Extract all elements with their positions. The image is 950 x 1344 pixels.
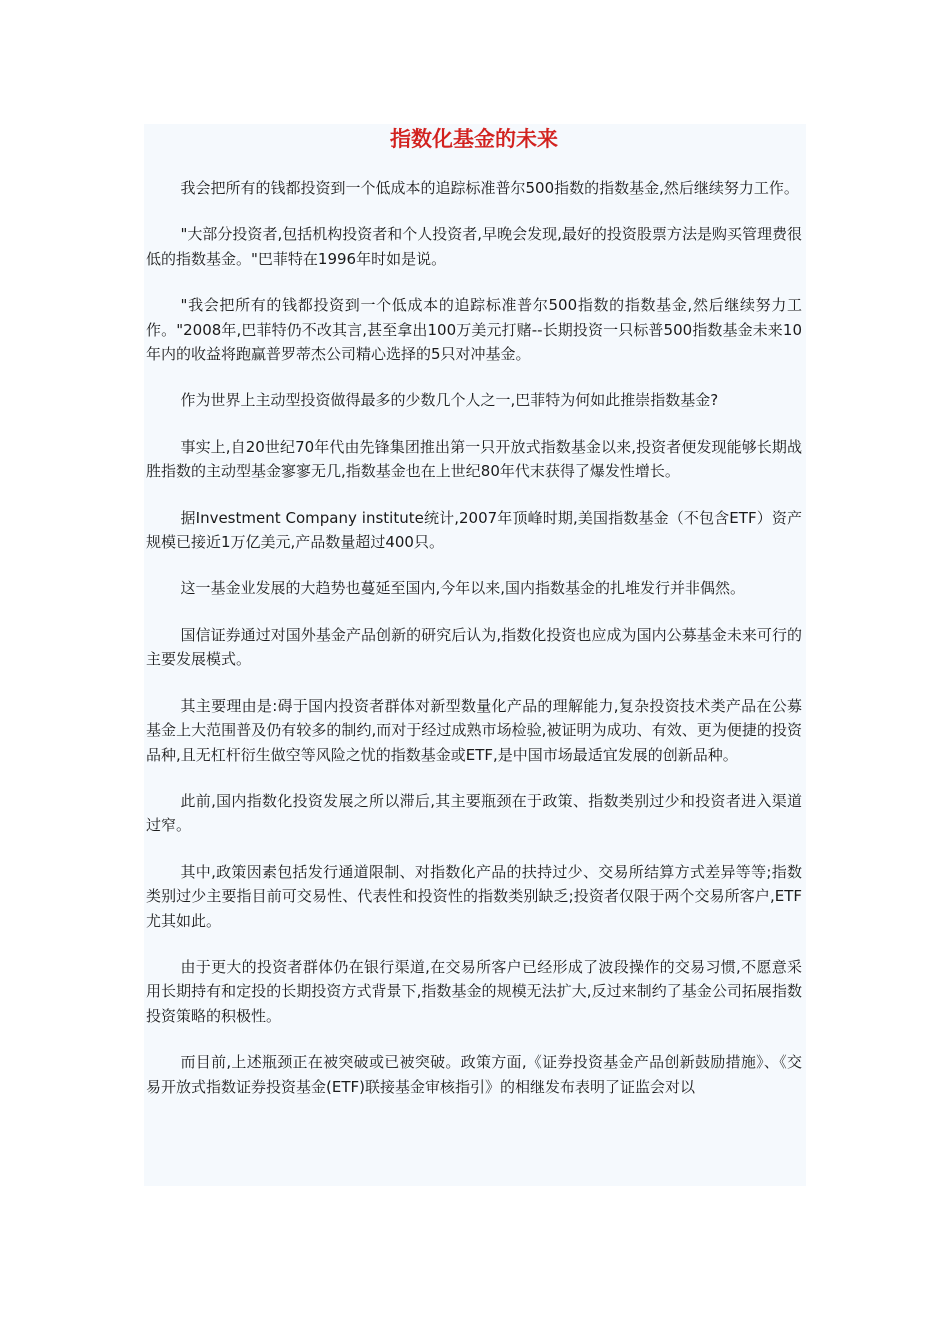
paragraph: 此前,国内指数化投资发展之所以滞后,其主要瓶颈在于政策、指数类别过少和投资者进入渠道过窄。 xyxy=(146,791,802,835)
paragraph: 而目前,上述瓶颈正在被突破或已被突破。政策方面,《证券投资基金产品创新鼓励措施》、《交易开放式指数证券投资基金(ETF)联接基金审核指引》的相继发布表明了证监会对以 xyxy=(146,1053,802,1096)
paragraph: 作为世界上主动型投资做得最多的少数几个人之一,巴菲特为何如此推崇指数基金? xyxy=(180,391,719,410)
paragraph: 事实上,自20世纪70年代由先锋集团推出第一只开放式指数基金以来,投资者便发现能够长期战胜指数的主动型基金寥寥无几,指数基金也在上世纪80年代末获得了爆发性增长。 xyxy=(146,437,802,481)
paragraph: 其中,政策因素包括发行通道限制、对指数化产品的扶持过少、交易所结算方式差异等等;指数类别过少主要指目前可交易性、代表性和投资性的指数类别缺乏;投资者仅限于两个交易所客户,ETF尤其如此。 xyxy=(146,862,802,930)
article-title: 指数化基金的未来 xyxy=(390,127,558,151)
paragraph: 由于更大的投资者群体仍在银行渠道,在交易所客户已经形成了波段操作的交易习惯,不愿意采用长期持有和定投的长期投资方式背景下,指数基金的规模无法扩大,反过来制约了基金公司拓展指数投资策略的积极性。 xyxy=(146,957,802,1025)
paragraph: 其主要理由是:碍于国内投资者群体对新型数量化产品的理解能力,复杂投资技术类产品在公募基金上大范围普及仍有较多的制约,而对于经过成熟市场检验,被证明为成功、有效、更为便捷的投资品种,且无杠杆衍生做空等风险之忧的指数基金或ETF,是中国市场最适宜发展的创新品种。 xyxy=(146,696,802,764)
paragraph: 这一基金业发展的大趋势也蔓延至国内,今年以来,国内指数基金的扎堆发行并非偶然。 xyxy=(180,579,746,598)
paragraph: 据Investment Company institute统计,2007年顶峰时期,美国指数基金（不包含ETF）资产规模已接近1万亿美元,产品数量超过400只。 xyxy=(146,508,802,552)
paragraph: "我会把所有的钱都投资到一个低成本的追踪标准普尔500指数的指数基金,然后继续努力工作。"2008年,巴菲特仍不改其言,甚至拿出100万美元打赌--长期投资一只标普500指数基金未来10年内的收益将跑赢普罗蒂杰公司精心选择的5只对冲基金。 xyxy=(146,296,802,364)
paragraph: "大部分投资者,包括机构投资者和个人投资者,早晚会发现,最好的投资股票方法是购买管理费很低的指数基金。"巴菲特在1996年时如是说。 xyxy=(146,225,802,268)
paragraph: 国信证券通过对国外基金产品创新的研究后认为,指数化投资也应成为国内公募基金未来可行的主要发展模式。 xyxy=(146,625,802,669)
paragraph: 我会把所有的钱都投资到一个低成本的追踪标准普尔500指数的指数基金,然后继续努力工作。 xyxy=(180,179,799,197)
article-body xyxy=(144,124,806,1186)
